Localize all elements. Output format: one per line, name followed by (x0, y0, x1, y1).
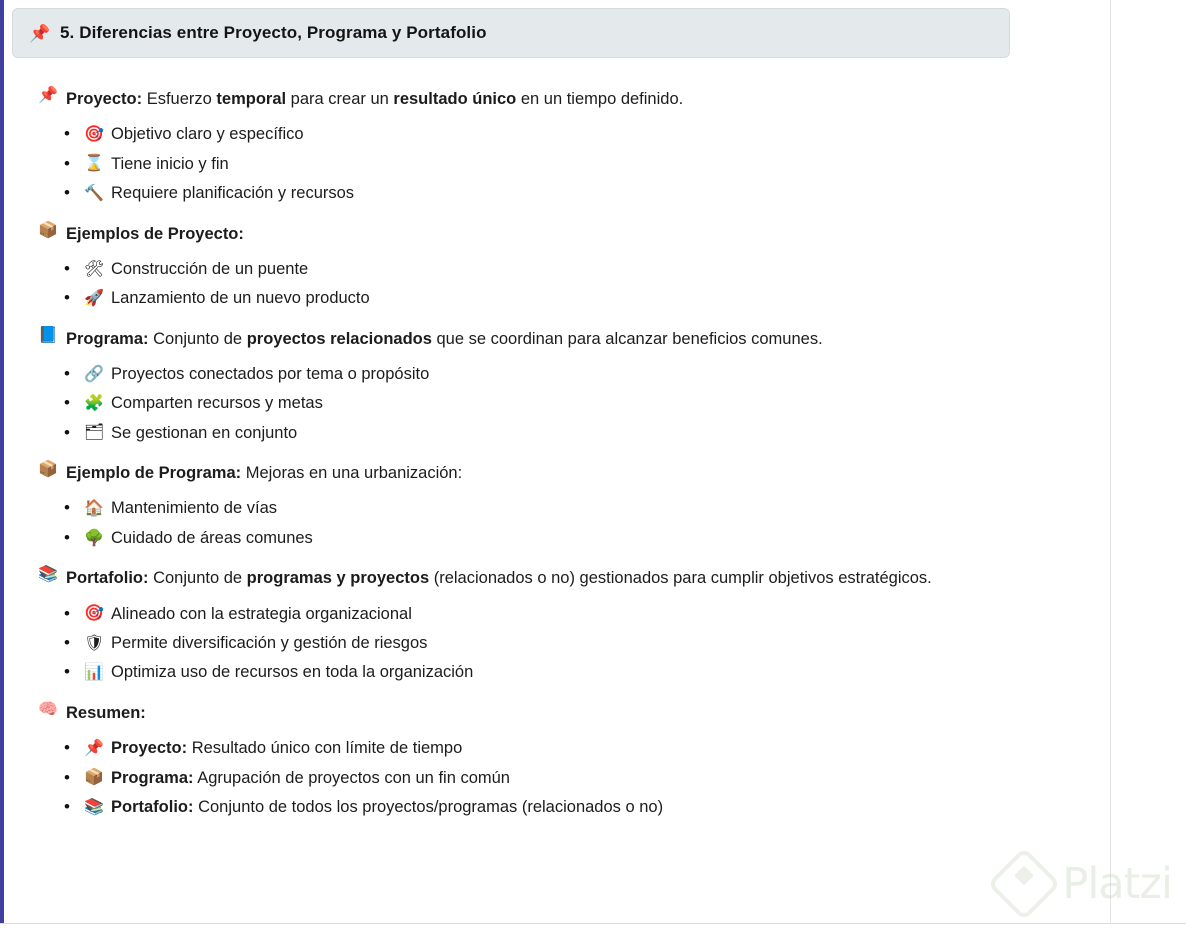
tree-icon: • 🌳 (84, 529, 104, 547)
paragraph-portafolio (38, 567, 1090, 589)
list-item-label: Proyectos conectados por tema o propósito (111, 364, 430, 383)
books-icon: • 📚 (84, 798, 104, 816)
document-body (4, 58, 1110, 822)
bar-chart-icon: • 📊 (84, 664, 104, 682)
target-icon: • 🎯 (84, 605, 104, 623)
list-item (84, 494, 1090, 523)
text-fragment: en un tiempo definido. (516, 90, 684, 108)
list-item-label: Permite diversificación y gestión de riesgos (111, 633, 428, 652)
list-item (84, 419, 1090, 448)
list-item-label: Comparten recursos y metas (111, 394, 323, 413)
package-icon: 📦 (38, 461, 58, 479)
paragraph-text (66, 702, 146, 724)
emphasis: resultado único (393, 90, 517, 108)
paragraph-ejemplos-proyecto (38, 223, 1090, 245)
paragraph-text (66, 223, 244, 245)
paragraph-resumen (38, 702, 1090, 724)
paragraph-programa (38, 328, 1090, 350)
target-icon: • 🎯 (84, 125, 104, 143)
paragraph-proyecto (38, 88, 1090, 110)
term-label: Ejemplos de Proyecto: (66, 224, 244, 243)
paragraph-text (66, 567, 932, 589)
term-label: Proyecto: (66, 90, 143, 108)
platzi-watermark (998, 858, 1172, 910)
paragraph-ejemplo-programa (38, 462, 1090, 484)
term-label: Programa: (111, 768, 194, 787)
list-item-text (111, 796, 663, 819)
hammer-icon: • 🔨 (84, 184, 104, 202)
text-fragment: Resultado único con límite de tiempo (187, 739, 463, 758)
term-label: Resumen: (66, 703, 146, 722)
blue-book-icon: 📘 (38, 326, 58, 344)
list-item-label: Construcción de un puente (111, 259, 309, 278)
pushpin-icon: 📌 (29, 23, 51, 43)
puzzle-icon: • 🧩 (84, 395, 104, 413)
paragraph-text (66, 328, 823, 350)
list-item (84, 734, 1090, 763)
emphasis: programas y proyectos (246, 569, 430, 588)
list-item (84, 524, 1090, 553)
list-item-label: Lanzamiento de un nuevo producto (111, 289, 370, 308)
text-fragment: Mejoras en una urbanización: (241, 464, 463, 483)
pushpin-icon: • 📌 (84, 739, 104, 757)
list-item-text (111, 737, 462, 760)
list-item (84, 150, 1090, 179)
text-fragment: (relacionados o no) gestionados para cumplir objetivos estratégicos. (429, 569, 932, 588)
text-fragment: para crear un (286, 90, 394, 108)
page-margin (1110, 0, 1186, 932)
watermark-label: Platzi (1062, 859, 1172, 909)
hourglass-icon: • ⌛ (84, 155, 104, 173)
term-label: Portafolio: (66, 569, 149, 588)
list-item-label: Tiene inicio y fin (111, 154, 229, 173)
list-item (84, 793, 1090, 822)
package-icon: 📦 (38, 221, 58, 239)
books-icon: 📚 (38, 566, 58, 584)
term-label: Programa: (66, 329, 149, 348)
list-item-label: Objetivo claro y específico (111, 125, 304, 144)
text-fragment: Conjunto de todos los proyectos/programas (relacionados o no) (193, 797, 664, 816)
list-item-label: Alineado con la estrategia organizacional (111, 604, 412, 623)
shield-icon: • 🛡 (84, 634, 105, 652)
text-fragment: Agrupación de proyectos con un fin común (193, 768, 510, 787)
list-item (84, 629, 1090, 658)
list-portafolio (62, 600, 1090, 688)
list-resumen (62, 734, 1090, 822)
term-label: Ejemplo de Programa: (66, 464, 242, 483)
list-item (84, 120, 1090, 149)
text-fragment: que se coordinan para alcanzar beneficios comunes. (431, 329, 823, 348)
list-item (84, 389, 1090, 418)
list-item-label: Cuidado de áreas comunes (111, 528, 313, 547)
list-ejemplo-programa (62, 494, 1090, 553)
emphasis: proyectos relacionados (246, 329, 432, 348)
house-icon: • 🏠 (84, 500, 104, 518)
folder-dividers-icon: • 🗂 (84, 424, 105, 442)
bottom-strip (0, 923, 1186, 932)
list-item (84, 179, 1090, 208)
list-item-label: Requiere planificación y recursos (111, 184, 355, 203)
list-item (84, 764, 1090, 793)
section-header (12, 8, 1010, 58)
list-item (84, 360, 1090, 389)
list-item-label: Mantenimiento de vías (111, 499, 278, 518)
text-fragment: Esfuerzo (142, 90, 217, 108)
list-item (84, 255, 1090, 284)
pushpin-icon: 📌 (38, 87, 58, 104)
list-item-label: Optimiza uso de recursos en toda la organización (111, 663, 474, 682)
text-fragment: Conjunto de (148, 329, 247, 348)
list-item-label: Se gestionan en conjunto (111, 423, 298, 442)
platzi-logo-icon (988, 847, 1062, 921)
paragraph-text (66, 462, 462, 484)
list-programa (62, 360, 1090, 448)
list-item-text (111, 767, 510, 790)
rocket-icon: • 🚀 (84, 289, 104, 307)
text-fragment: Conjunto de (148, 569, 247, 588)
list-item (84, 284, 1090, 313)
emphasis: temporal (216, 90, 287, 108)
page-title: 5. Diferencias entre Proyecto, Programa y Portafolio (60, 23, 487, 42)
paragraph-text (66, 88, 683, 110)
term-label: Proyecto: (111, 739, 188, 758)
list-ejemplos-proyecto (62, 255, 1090, 314)
brain-icon: 🧠 (38, 700, 58, 718)
list-item (84, 600, 1090, 629)
list-item (84, 658, 1090, 687)
list-proyecto (62, 120, 1090, 208)
tools-icon: • 🛠 (84, 260, 105, 278)
package-icon: • 📦 (84, 769, 104, 787)
link-icon: • 🔗 (84, 365, 104, 383)
term-label: Portafolio: (111, 797, 194, 816)
